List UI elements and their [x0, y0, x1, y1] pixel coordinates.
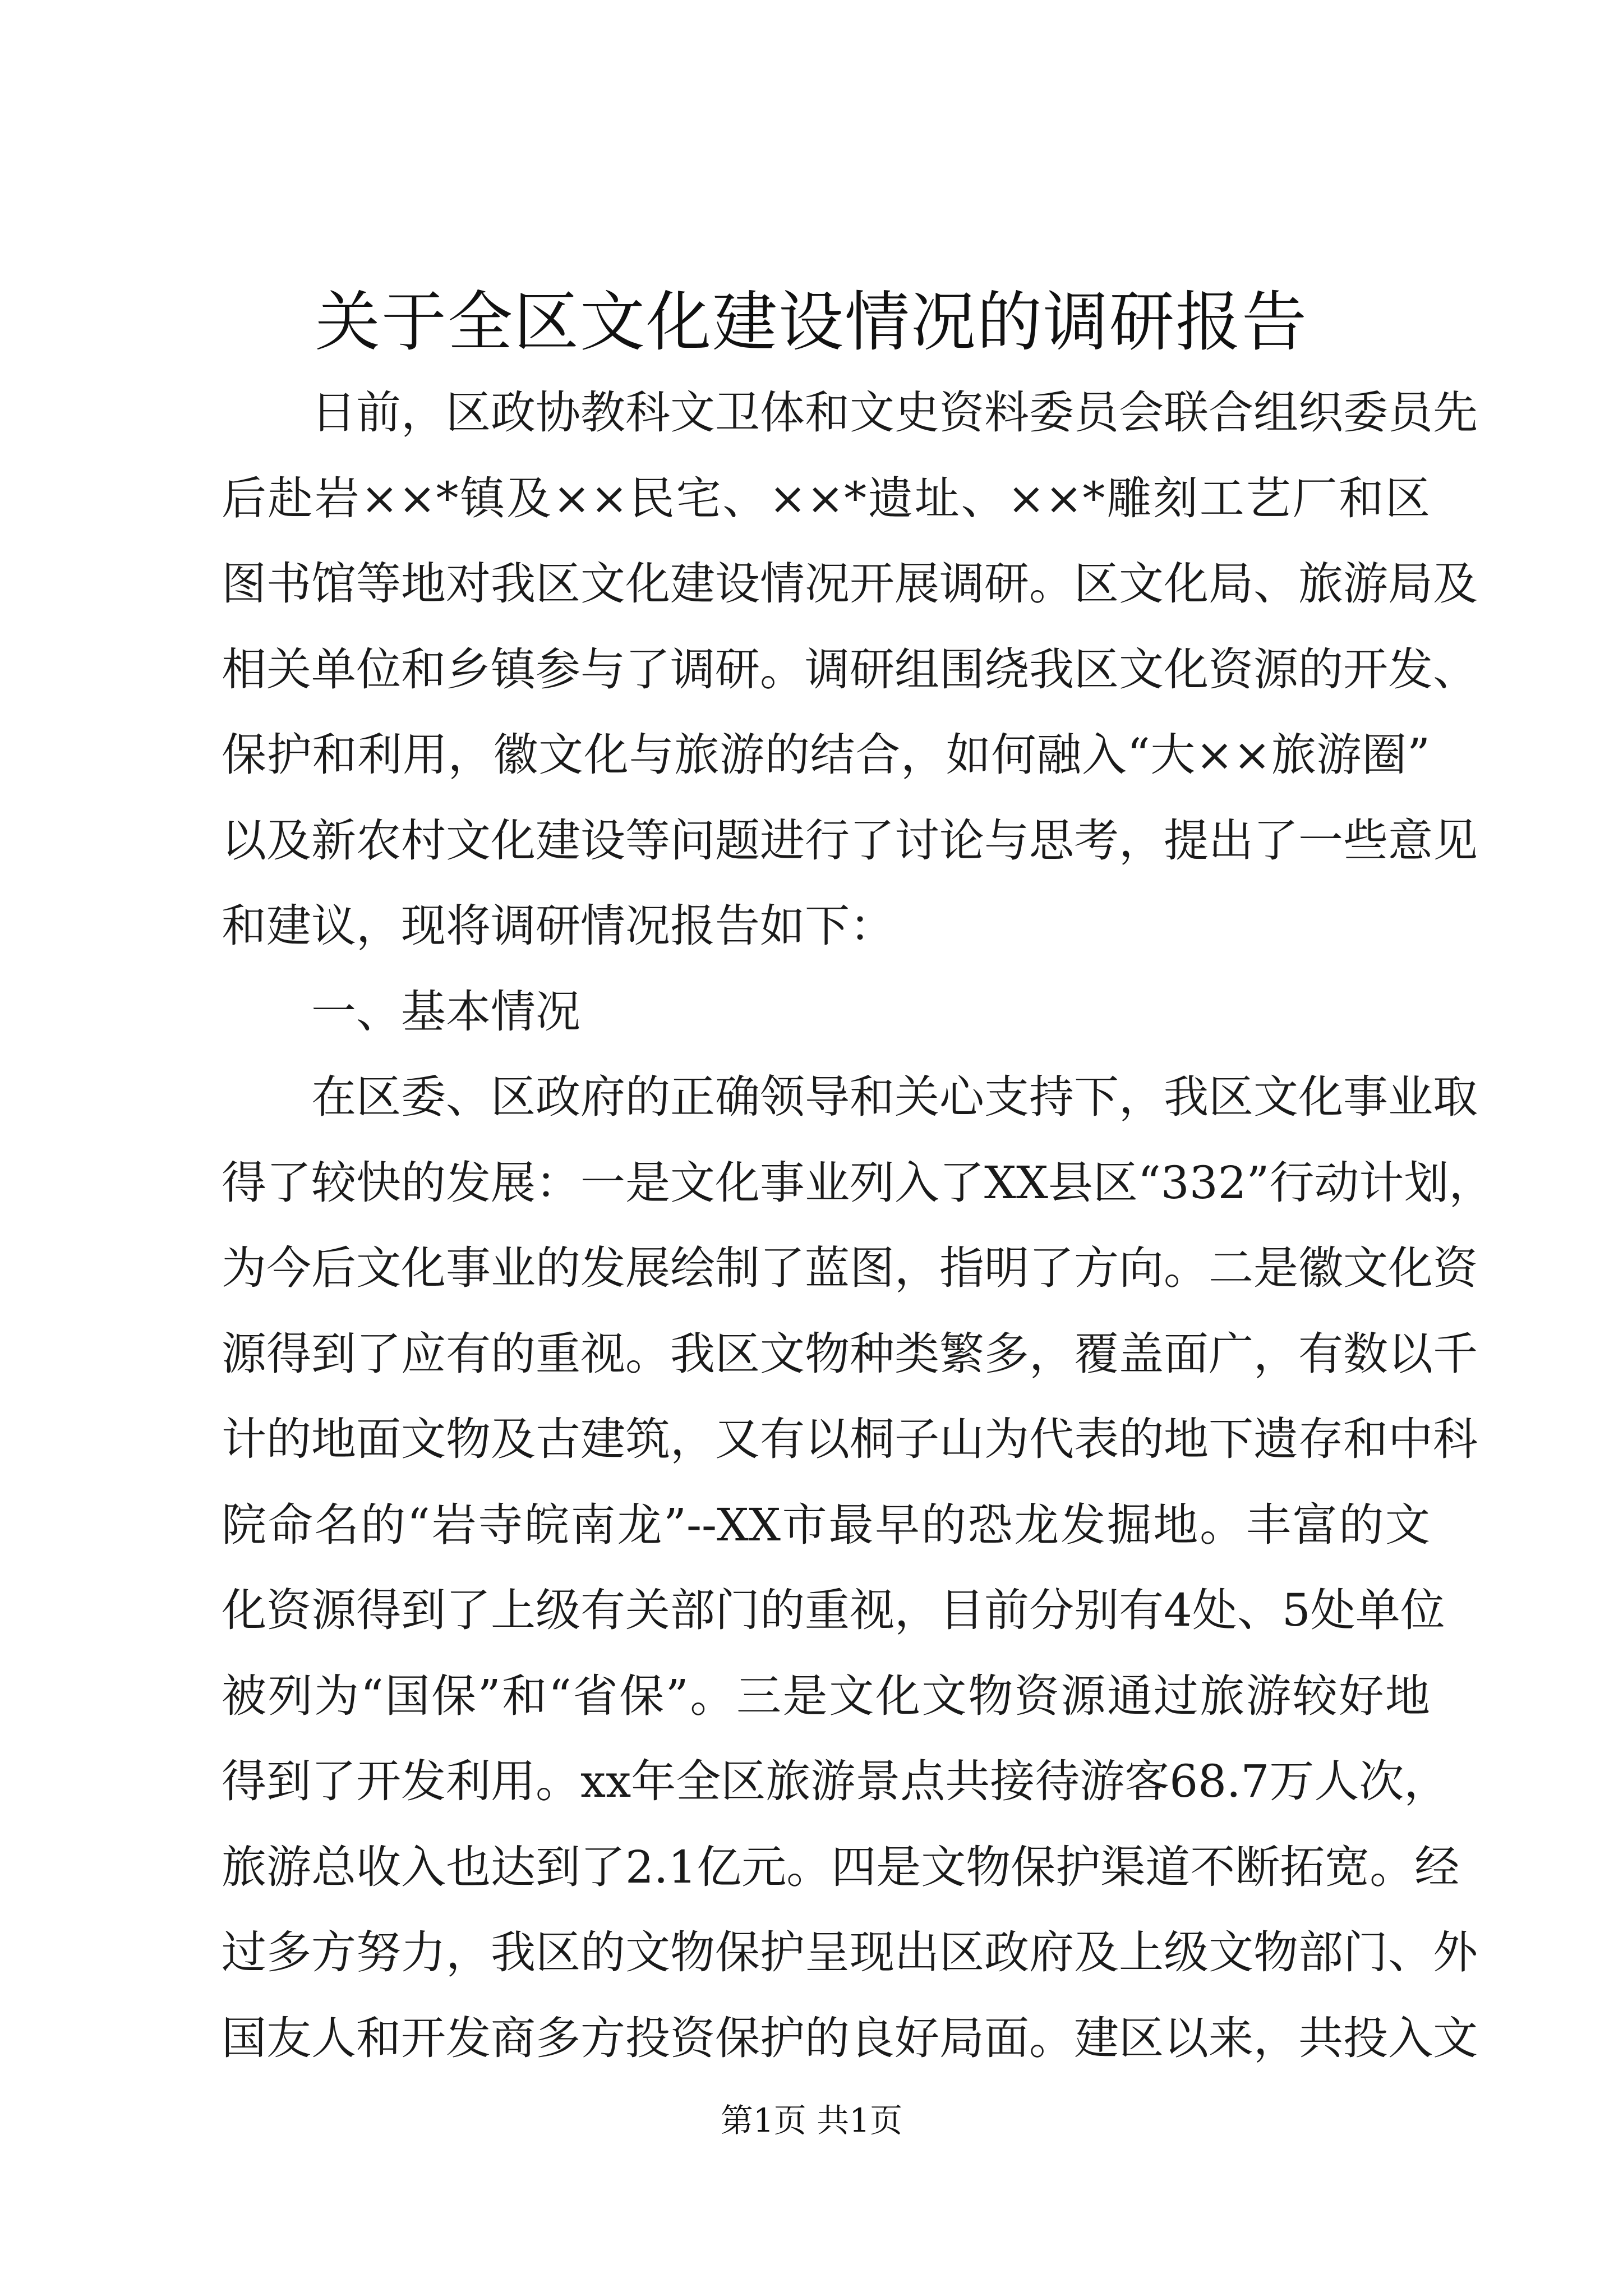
body-line: 在区委、区政府的正确领导和关心支持下，我区文化事业取 [311, 1071, 1478, 1123]
body-line: 源得到了应有的重视。我区文物种类繁多，覆盖面广，有数以千 [222, 1327, 1478, 1380]
page-footer: 第1页 共1页 [720, 2101, 903, 2139]
document-title: 关于全区文化建设情况的调研报告 [315, 284, 1308, 360]
body-line: 过多方努力，我区的文物保护呈现出区政府及上级文物部门、外 [222, 1926, 1478, 1978]
body-line: 得到了开发利用。xx年全区旅游景点共接待游客68.7万人次， [222, 1755, 1449, 1807]
body-line: 日前，区政协教科文卫体和文史资料委员会联合组织委员先 [311, 386, 1478, 439]
body-line: 得了较快的发展：一是文化事业列入了XX县区“332”行动计划， [222, 1156, 1494, 1209]
body-line: 化资源得到了上级有关部门的重视，目前分别有4处、5处单位 [222, 1584, 1445, 1636]
body-line: 计的地面文物及古建筑，又有以桐子山为代表的地下遗存和中科 [222, 1413, 1478, 1465]
document-body [222, 370, 1494, 2081]
body-line: 和建议，现将调研情况报告如下： [222, 900, 895, 952]
body-line: 图书馆等地对我区文化建设情况开展调研。区文化局、旅游局及 [222, 558, 1478, 610]
body-line: 后赴岩××*镇及××民宅、××*遗址、××*雕刻工艺厂和区 [222, 472, 1430, 524]
body-line: 院命名的“岩寺皖南龙”--XX市最早的恐龙发掘地。丰富的文 [222, 1498, 1430, 1551]
body-line: 为今后文化事业的发展绘制了蓝图，指明了方向。二是徽文化资 [222, 1242, 1478, 1294]
body-line: 被列为“国保”和“省保”。三是文化文物资源通过旅游较好地 [222, 1669, 1430, 1722]
body-line: 相关单位和乡镇参与了调研。调研组围绕我区文化资源的开发、 [222, 643, 1478, 696]
body-line: 旅游总收入也达到了2.1亿元。四是文物保护渠道不断拓宽。经 [222, 1841, 1460, 1893]
body-line: 国友人和开发商多方投资保护的良好局面。建区以来，共投入文 [222, 2012, 1478, 2064]
section-heading: 一、基本情况 [311, 985, 580, 1038]
body-line: 以及新农村文化建设等问题进行了讨论与思考，提出了一些意见 [222, 814, 1478, 867]
body-line: 保护和利用，徽文化与旅游的结合，如何融入“大××旅游圈” [222, 729, 1430, 781]
